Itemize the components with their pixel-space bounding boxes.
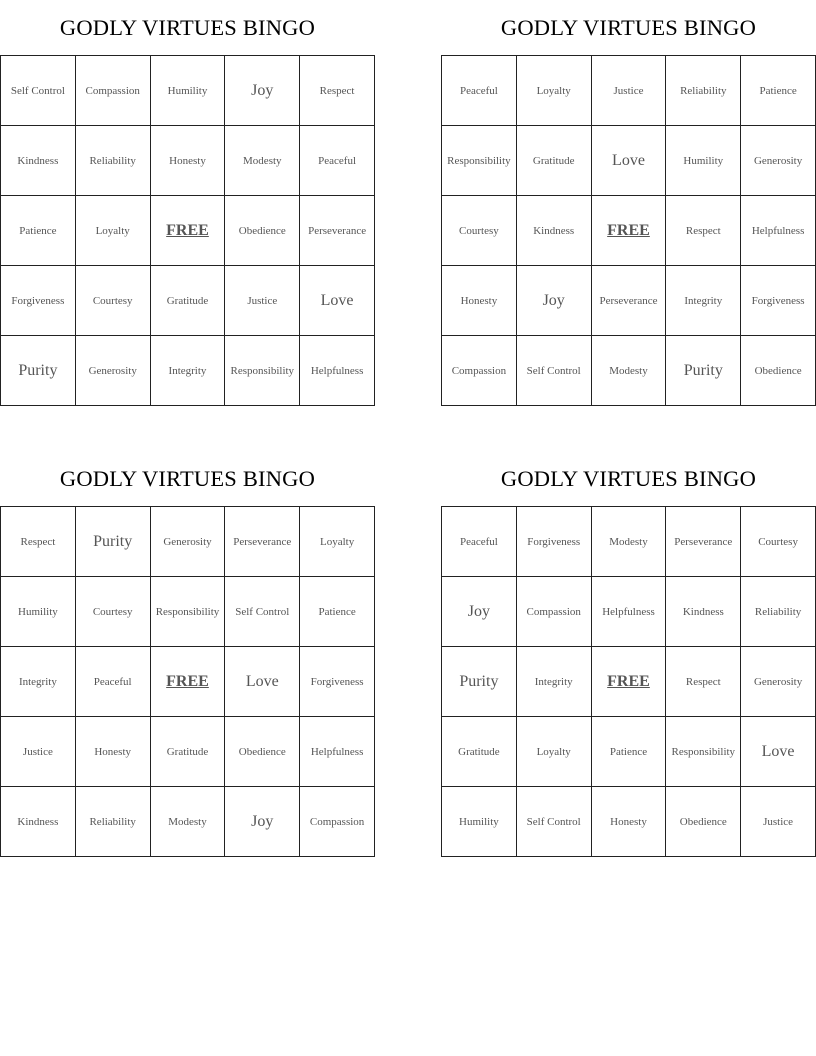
- bingo-card-3: [0, 451, 375, 830]
- bingo-cell: Loyalty: [517, 717, 592, 787]
- bingo-grid: [0, 506, 375, 857]
- bingo-cell: Modesty: [151, 787, 226, 857]
- free-space: FREE: [151, 647, 226, 717]
- bingo-cell: Justice: [741, 787, 816, 857]
- bingo-cell: Forgiveness: [517, 507, 592, 577]
- bingo-cell: Helpfulness: [592, 577, 667, 647]
- free-space: FREE: [151, 196, 226, 266]
- bingo-cell: Modesty: [592, 507, 667, 577]
- bingo-cell: Self Control: [225, 577, 300, 647]
- bingo-cell: Loyalty: [76, 196, 151, 266]
- bingo-cell: Joy: [225, 56, 300, 126]
- bingo-cell: Courtesy: [76, 577, 151, 647]
- bingo-cell: Helpfulness: [300, 717, 375, 787]
- bingo-cell: Courtesy: [741, 507, 816, 577]
- bingo-cell: Respect: [666, 647, 741, 717]
- bingo-cell: Patience: [592, 717, 667, 787]
- bingo-cell: Love: [300, 266, 375, 336]
- bingo-cell: Humility: [442, 787, 517, 857]
- bingo-cell: Purity: [1, 336, 76, 406]
- bingo-cell: Reliability: [76, 126, 151, 196]
- bingo-cell: Gratitude: [517, 126, 592, 196]
- bingo-cell: Perseverance: [592, 266, 667, 336]
- bingo-grid: [441, 506, 816, 857]
- bingo-cell: Generosity: [151, 507, 226, 577]
- bingo-grid: [0, 55, 375, 406]
- bingo-cell: Patience: [1, 196, 76, 266]
- bingo-cell: Obedience: [741, 336, 816, 406]
- bingo-cell: Patience: [741, 56, 816, 126]
- bingo-cell: Responsibility: [151, 577, 226, 647]
- bingo-cell: Peaceful: [442, 507, 517, 577]
- bingo-cell: Peaceful: [300, 126, 375, 196]
- bingo-cell: Kindness: [666, 577, 741, 647]
- bingo-cell: Compassion: [442, 336, 517, 406]
- bingo-cell: Integrity: [517, 647, 592, 717]
- bingo-cell: Forgiveness: [1, 266, 76, 336]
- bingo-cell: Helpfulness: [741, 196, 816, 266]
- bingo-cell: Responsibility: [442, 126, 517, 196]
- bingo-cell: Reliability: [666, 56, 741, 126]
- bingo-cell: Kindness: [1, 126, 76, 196]
- bingo-cell: Responsibility: [225, 336, 300, 406]
- bingo-cell: Loyalty: [300, 507, 375, 577]
- bingo-cell: Compassion: [517, 577, 592, 647]
- bingo-cell: Gratitude: [151, 266, 226, 336]
- bingo-cell: Kindness: [517, 196, 592, 266]
- bingo-cell: Self Control: [517, 336, 592, 406]
- bingo-cell: Love: [741, 717, 816, 787]
- bingo-cell: Generosity: [741, 126, 816, 196]
- card-title: GODLY VIRTUES BINGO: [59, 466, 316, 491]
- bingo-cell: Humility: [151, 56, 226, 126]
- bingo-cell: Self Control: [517, 787, 592, 857]
- bingo-cell: Self Control: [1, 56, 76, 126]
- bingo-cell: Modesty: [225, 126, 300, 196]
- bingo-cell: Justice: [592, 56, 667, 126]
- card-title: GODLY VIRTUES BINGO: [500, 466, 757, 491]
- bingo-cell: Humility: [666, 126, 741, 196]
- bingo-cell: Love: [592, 126, 667, 196]
- bingo-cell: Peaceful: [442, 56, 517, 126]
- bingo-cell: Honesty: [442, 266, 517, 336]
- bingo-cell: Perseverance: [666, 507, 741, 577]
- free-space: FREE: [592, 647, 667, 717]
- bingo-cell: Integrity: [151, 336, 226, 406]
- card-title: GODLY VIRTUES BINGO: [500, 15, 757, 40]
- bingo-cell: Reliability: [741, 577, 816, 647]
- bingo-cell: Integrity: [666, 266, 741, 336]
- free-space: FREE: [592, 196, 667, 266]
- bingo-cell: Gratitude: [442, 717, 517, 787]
- bingo-grid: [441, 55, 816, 406]
- bingo-cell: Respect: [666, 196, 741, 266]
- bingo-cell: Purity: [666, 336, 741, 406]
- bingo-cell: Modesty: [592, 336, 667, 406]
- bingo-cell: Patience: [300, 577, 375, 647]
- bingo-cell: Respect: [300, 56, 375, 126]
- bingo-cell: Obedience: [225, 196, 300, 266]
- bingo-cell: Honesty: [592, 787, 667, 857]
- bingo-cell: Compassion: [76, 56, 151, 126]
- bingo-cell: Compassion: [300, 787, 375, 857]
- bingo-cell: Justice: [1, 717, 76, 787]
- bingo-cell: Generosity: [76, 336, 151, 406]
- bingo-card-4: [441, 451, 816, 828]
- bingo-cell: Generosity: [741, 647, 816, 717]
- bingo-cell: Justice: [225, 266, 300, 336]
- bingo-cell: Humility: [1, 577, 76, 647]
- bingo-cell: Love: [225, 647, 300, 717]
- bingo-cell: Forgiveness: [300, 647, 375, 717]
- bingo-cell: Obedience: [666, 787, 741, 857]
- bingo-cell: Reliability: [76, 787, 151, 857]
- bingo-cell: Gratitude: [151, 717, 226, 787]
- bingo-cell: Purity: [76, 507, 151, 577]
- bingo-cell: Honesty: [76, 717, 151, 787]
- bingo-cell: Joy: [517, 266, 592, 336]
- bingo-cell: Forgiveness: [741, 266, 816, 336]
- bingo-cell: Loyalty: [517, 56, 592, 126]
- bingo-cell: Joy: [442, 577, 517, 647]
- bingo-cell: Perseverance: [300, 196, 375, 266]
- bingo-cell: Courtesy: [442, 196, 517, 266]
- bingo-cell: Helpfulness: [300, 336, 375, 406]
- bingo-cell: Obedience: [225, 717, 300, 787]
- bingo-card-2: [441, 0, 816, 379]
- bingo-cell: Peaceful: [76, 647, 151, 717]
- bingo-cell: Responsibility: [666, 717, 741, 787]
- bingo-cell: Purity: [442, 647, 517, 717]
- bingo-cell: Courtesy: [76, 266, 151, 336]
- bingo-cell: Perseverance: [225, 507, 300, 577]
- card-title: GODLY VIRTUES BINGO: [59, 15, 316, 40]
- bingo-cell: Honesty: [151, 126, 226, 196]
- bingo-cell: Kindness: [1, 787, 76, 857]
- bingo-cell: Respect: [1, 507, 76, 577]
- bingo-card-1: [0, 0, 375, 379]
- bingo-cell: Integrity: [1, 647, 76, 717]
- bingo-cell: Joy: [225, 787, 300, 857]
